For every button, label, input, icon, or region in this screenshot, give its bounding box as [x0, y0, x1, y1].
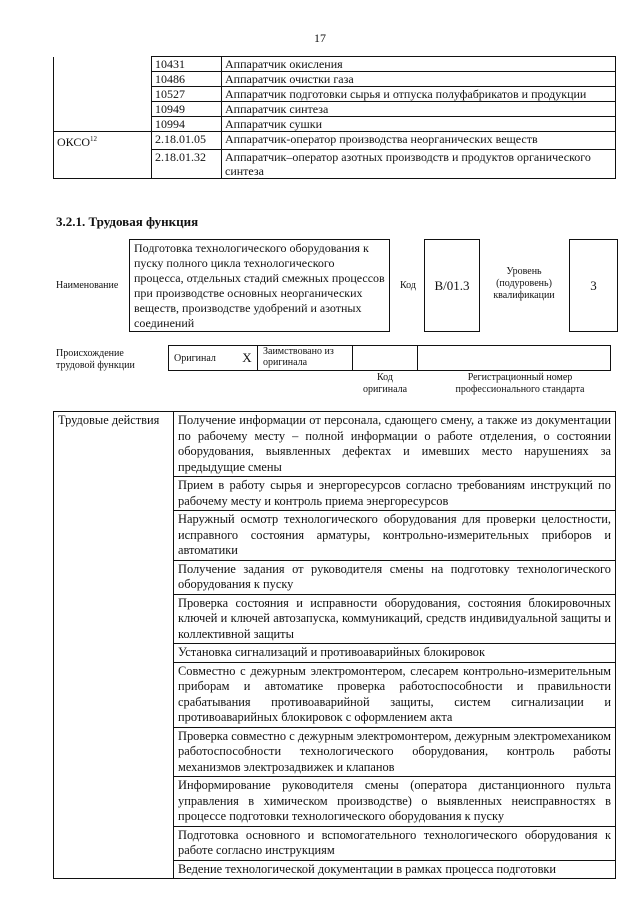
labor-action-item: Проверка совместно с дежурным электромонтером, дежурным электромехаником работоспособности технологического оборудования, контроль работы механизмов электрозадвижек и клапанов: [174, 727, 616, 777]
code-cell: 10431: [152, 57, 222, 72]
code-cell: 2.18.01.05: [152, 132, 222, 150]
origin-table: [168, 345, 611, 371]
original-mark: X: [237, 346, 258, 371]
table-row: [54, 412, 616, 477]
page-number: 17: [314, 31, 326, 45]
section-heading: 3.2.1. Трудовая функция: [56, 214, 199, 229]
labor-action-item: Информирование руководителя смены (оператора дистанционного пульта управления в химическом производстве) о выявленных неисправностях в процессе подготовки технологического оборудования к пуску: [174, 777, 616, 827]
labor-action-item: Получение задания от руководителя смены на подготовку технологического оборудования к пуску: [174, 560, 616, 594]
table-row: [54, 87, 616, 102]
labor-action-item: Прием в работу сырья и энергоресурсов согласно требованиям инструкций по рабочему месту и контроль приема энергоресурсов: [174, 477, 616, 511]
code-label: Код: [400, 280, 416, 291]
labor-actions-table: [53, 411, 616, 879]
table-row: [54, 132, 616, 150]
classifier-cell: [54, 57, 152, 72]
borrowed-label: Заимствовано из оригинала: [258, 346, 353, 371]
qualification-level: 3: [569, 239, 618, 332]
labor-action-item: Получение информации от персонала, сдающего смену, а также из документации по рабочему месту – полной информации о работе отделения, о состоянии оборудования, выявленных дефектах и имевших место нарушениях за предыдущие смены: [174, 412, 616, 477]
classifier-cell: [54, 149, 152, 178]
classifier-cell: [54, 132, 152, 150]
function-name: Подготовка технологического оборудования к пуску полного цикла технологического процесса, отдельных стадий смежных процессов при производстве основных неорганических веществ, производстве удобрений и азотных соединений: [129, 239, 390, 332]
labor-action-item: Ведение технологической документации в рамках процесса подготовки: [174, 860, 616, 879]
occupation-name-cell: Аппаратчик–оператор азотных производств и продуктов органического синтеза: [222, 149, 616, 178]
classifier-cell: [54, 102, 152, 117]
table-row: [54, 102, 616, 117]
labor-action-item: Проверка состояния и исправности оборудования, состояния блокировочных ключей и ключей автозапуска, коммуникаций, средств индивидуальной защиты и коллективной защиты: [174, 594, 616, 644]
code-cell: 2.18.01.32: [152, 149, 222, 178]
registration-number-cell: [418, 346, 611, 371]
labor-action-item: Совместно с дежурным электромонтером, слесарем контрольно-измерительным приборам и автоматике проверка работоспособности и правильности срабатывания противоаварийной защиты, систем сигнализации и противоаварийных блокировок с оформлением акта: [174, 662, 616, 727]
code-cell: 10949: [152, 102, 222, 117]
table-row: [54, 149, 616, 178]
origin-label: Происхождение трудовой функции: [56, 348, 135, 371]
occupation-name-cell: Аппаратчик очистки газа: [222, 72, 616, 87]
occupation-name-cell: Аппаратчик-оператор производства неорганических веществ: [222, 132, 616, 150]
code-cell: 10527: [152, 87, 222, 102]
reg-caption: Регистрационный номер профессионального стандарта: [455, 372, 585, 395]
occupation-name-cell: Аппаратчик окисления: [222, 57, 616, 72]
code-cell: 10994: [152, 117, 222, 132]
classifier-cell: [54, 117, 152, 132]
table-row: [54, 72, 616, 87]
labor-action-item: Подготовка основного и вспомогательного технологического оборудования к работе согласно инструкциям: [174, 826, 616, 860]
footnote-ref: 12: [90, 135, 98, 143]
code-cell: 10486: [152, 72, 222, 87]
labor-action-item: Наружный осмотр технологического оборудования для проверки целостности, исправного состояния арматуры, контрольно-измерительных приборов и автоматики: [174, 511, 616, 561]
level-label: Уровень (подуровень) квалификации: [493, 266, 555, 301]
classifier-name: ОКСО: [57, 135, 91, 149]
table-row: [54, 57, 616, 72]
actions-label: Трудовые действия: [54, 412, 174, 879]
labor-action-item: Установка сигнализаций и противоаварийных блокировок: [174, 644, 616, 663]
function-code: B/01.3: [424, 239, 480, 332]
original-label: Оригинал: [169, 346, 238, 371]
occupation-name-cell: Аппаратчик синтеза: [222, 102, 616, 117]
code-caption: Код оригинала: [362, 372, 408, 395]
occupation-codes-table: [53, 56, 616, 179]
name-label: Наименование: [56, 280, 119, 291]
original-code-cell: [353, 346, 418, 371]
table-row: [54, 117, 616, 132]
classifier-cell: [54, 87, 152, 102]
occupation-name-cell: Аппаратчик подготовки сырья и отпуска полуфабрикатов и продукции: [222, 87, 616, 102]
occupation-name-cell: Аппаратчик сушки: [222, 117, 616, 132]
classifier-cell: [54, 72, 152, 87]
